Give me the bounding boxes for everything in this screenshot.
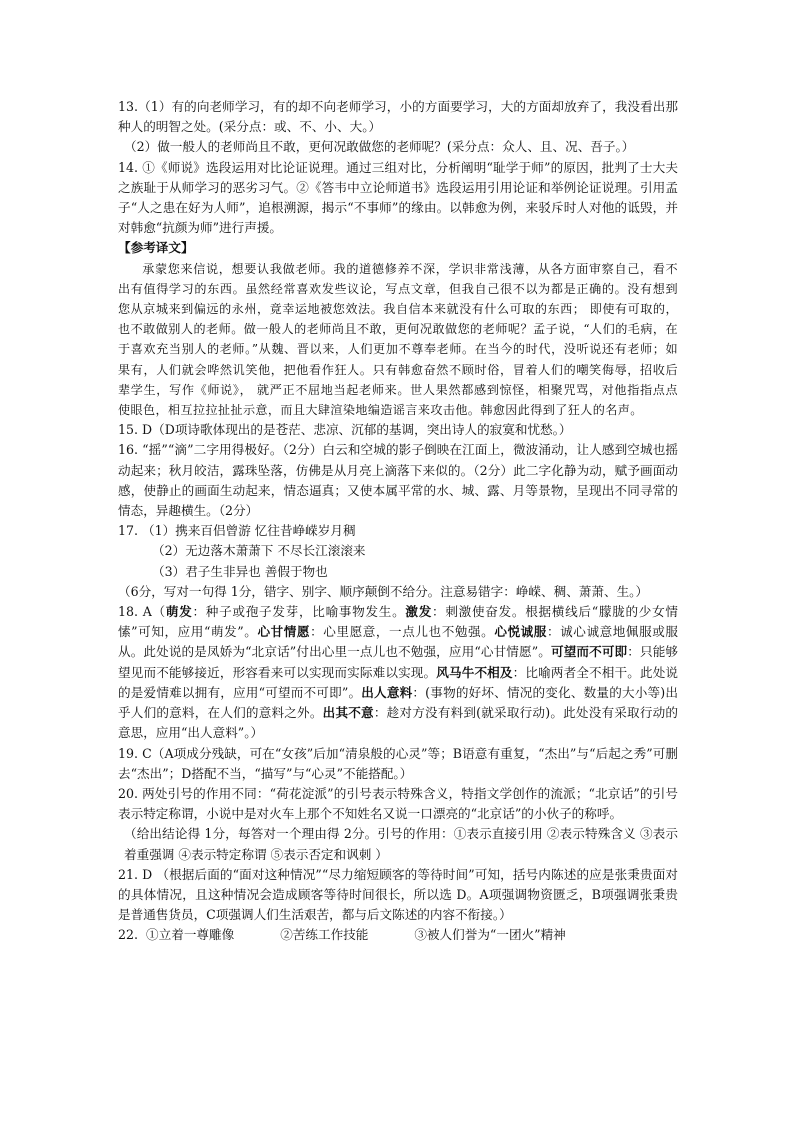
q22-item-1: ①立着一尊雕像 — [146, 927, 235, 943]
q18-text: ：只能够望见而不能够接近，形容看来可以实现而实际难以实现。 — [118, 644, 679, 680]
q17-answer-2: （2）无边落木萧萧下 不尽长江滚滚来 — [152, 543, 366, 559]
q20-scoring-note: （给出结论得 1分，每答对一个理由得 2分。引号的作用：①表示直接引用 ②表示特殊含义 ③表示着重强调 ④表示特定称谓 ⑤表示否定和讽刺 ） — [124, 826, 678, 862]
q22-number: 22. — [118, 927, 139, 943]
q18-term: 心甘情愿 — [257, 624, 311, 640]
q18-text: ：心里愿意，一点儿也不勉强。 — [310, 624, 495, 640]
q22-item-3: ③被人们誉为“一团火”精神 — [414, 927, 566, 943]
q14-answer: 14. ①《师说》选段运用对比论证说理。通过三组对比，分析阐明“耻学于师”的原因，批判了士大夫之族耻于从师学习的恶劣习气。②《答韦中立论师道书》选段运用引用论证和举例论证说理。引用孟子“人之患在好为人师”，追根溯源，揭示“不事师”的缘由。以韩愈为例，来驳斥时人对他的诋毁，并对韩愈“抗颜为师”进行声援。 — [118, 159, 678, 236]
q18-term: 风马牛不相及 — [436, 664, 513, 680]
q18-term: 出其不意 — [322, 705, 374, 721]
q18-term: 激发 — [405, 604, 433, 620]
q18-term: 出人意料 — [361, 684, 413, 700]
translation-header: 【参考译文】 — [118, 240, 194, 256]
q18-text: ：刺激使奋发。根据横线后“朦胧的少女情愫”可知，应用“萌发”。 — [118, 604, 679, 640]
q18-answer — [118, 602, 678, 743]
q22-item-2: ②苦练工作技能 — [280, 927, 369, 943]
q13-answer-2: （2）做一般人的老师尚且不敢，更何况敢做您的老师呢？(采分点：众人、且、况、吾子。） — [124, 139, 635, 155]
q20-answer: 20. 两处引号的作用不同：“荷花淀派”的引号表示特殊含义，特指文学创作的流派；“北京话”的引号表示特定称谓，小说中是对火车上那个不知姓名又说一口漂亮的“北京话”的小伙子的称呼。 — [118, 785, 678, 822]
q19-answer: 19. C（A项成分残缺，可在“女孩”后加“清泉般的心灵”等；B语意有重复，“杰出”与“后起之秀”可删去“杰出”；D搭配不当，“描写”与“心灵”不能搭配。） — [118, 745, 678, 781]
answer-document — [118, 97, 678, 946]
q17-answer-3: （3）君子生非异也 善假于物也 — [152, 563, 328, 579]
q18-text: 18. A（ — [118, 604, 166, 620]
translation-body: 承蒙您来信说，想要认我做老师。我的道德修养不深，学识非常浅薄，从各方面审察自己，看不出有值得学习的东西。虽然经常喜欢发些议论，写点文章，但我自己很不以为都是正确的。没有想到您从京城来到偏远的永州，竟幸运地被您效法。我自信本来就没有什么可取的东西； 即使有可取的，也不敢做别人的老师。做一般人的老师尚且不敢，更何况敢做您的老师呢？孟子说，“人们的毛病，在于喜欢充当别人的老师。”从魏、晋以来，人们更加不尊奉老师。在当今的时代，没听说还有老师；如果有，人们就会哗然讥笑他，把他看作狂人。只有韩愈奋然不顾时俗，冒着人们的嘲笑侮辱，招收后辈学生，写作《师说》， 就严正不屈地当起老师来。世人果然都感到惊怪，相聚咒骂，对他指指点点使眼色，相互拉拉扯扯示意，而且大肆渲染地编造谣言来攻击他。韩愈因此得到了狂人的名声。 — [118, 261, 678, 418]
q17-answer-1: 17. （1）携来百侣曾游 忆往昔峥嵘岁月稠 — [118, 523, 356, 539]
q21-answer: 21. D （根据后面的“面对这种情况”“尽力缩短顾客的等待时间”可知，括号内陈述的应是张秉贵面对的具体情况，且这种情况会造成顾客等待时间很长，所以选 D。A项强调物资匮乏，B项强调张秉贵是普通售货员，C项强调人们生活艰苦，都与后文陈述的内容不衔接。） — [118, 866, 678, 923]
q18-text: ：(事物的好坏、情况的变化、数量的大小等)出乎人们的意料，在人们的意料之外。 — [118, 684, 679, 721]
q17-scoring-note: （6分，写对一句得 1分，错字、别字、顺序颠倒不给分。注意易错字：峥嵘、稠、萧萧、生。） — [118, 583, 649, 599]
q18-text: ：比喻两者全不相干。此处说的是爱情难以拥有，应用“可望而不可即”。 — [118, 664, 679, 700]
q18-term: 萌发 — [165, 604, 193, 620]
q18-term: 心悦诚服 — [494, 624, 547, 640]
q15-answer: 15. D（D项诗歌体现出的是苍茫、悲凉、沉郁的基调，突出诗人的寂寞和忧愁。） — [118, 422, 572, 438]
q18-text: ：趁对方没有料到(就采取行动)。此处没有采取行动的意思，应用“出人意料”。） — [118, 705, 679, 741]
q13-answer-1: 13.（1）有的向老师学习，有的却不向老师学习，小的方面要学习，大的方面却放弃了，我没看出那种人的明智之处。(采分点：或、不、小、大。） — [118, 99, 678, 135]
q18-text: ：诚心诚意地佩服或服从。此处说的是凤娇为“北京话”付出心里一点儿也不勉强，应用“心甘情愿”。 — [118, 624, 678, 660]
q18-term: 可望而不可即 — [551, 644, 628, 660]
q16-answer: 16. “摇”“滴”二字用得极好。（2分）白云和空城的影子倒映在江面上，微波涌动，让人感到空城也摇动起来；秋月皎洁，露珠坠落，仿佛是从月亮上滴落下来似的。（2分）此二字化静为动，赋予画面动感，使静止的画面生动起来，情态逼真；又使本属平常的水、城、露、月等景物，呈现出不同寻常的情态，异趣横生。（2分） — [118, 442, 678, 519]
q18-text: ：种子或孢子发芽，比喻事物发生。 — [192, 604, 406, 620]
q22-answer — [118, 925, 678, 945]
